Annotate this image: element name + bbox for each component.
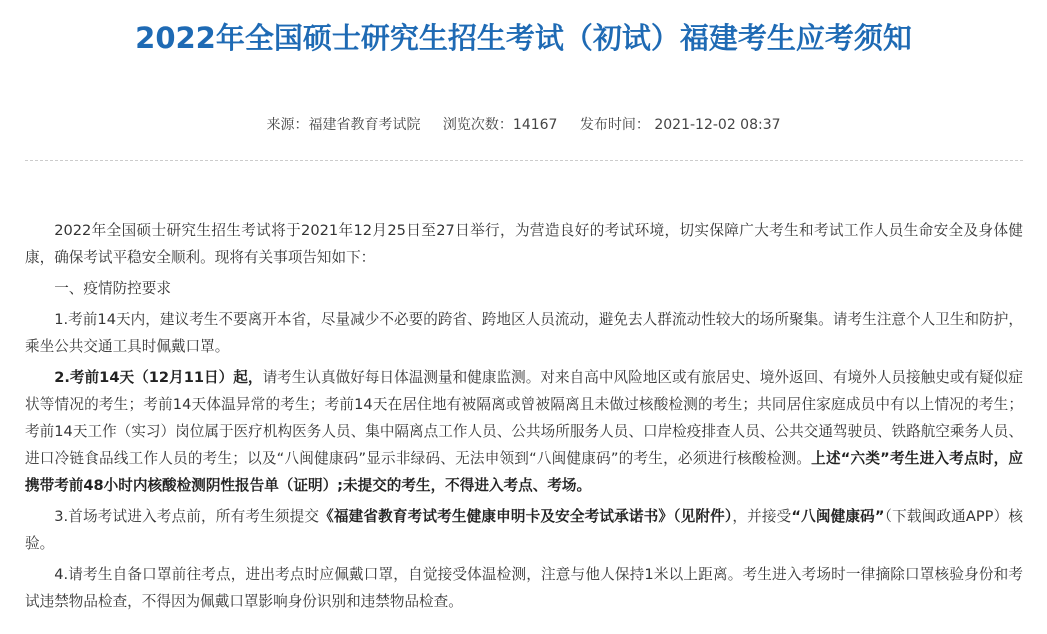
item-3-bold-form: 《福建省教育考试考生健康申明卡及安全考试承诺书》（见附件） <box>319 508 733 525</box>
item-3-paragraph <box>25 503 1023 557</box>
article-body <box>25 217 1023 619</box>
item-3-part1: 3.首场考试进入考点前，所有考生须提交 <box>54 508 320 525</box>
item-2-bold-tail: 上述“六类”考生进入考点时，应携带考前48小时内核酸检测阴性报告单（证明）;未提交的考生，不得进入考点、考场。 <box>25 450 1023 494</box>
item-2-paragraph <box>25 364 1023 499</box>
item-4-paragraph: 4.请考生自备口罩前往考点，进出考点时应佩戴口罩，自觉接受体温检测，注意与他人保持1米以上距离。考生进入考场时一律摘除口罩核验身份和考试违禁物品检查，不得因为佩戴口罩影响身份识别和违禁物品检查。 <box>25 566 1023 610</box>
section-heading: 一、疫情防控要求 <box>54 280 171 297</box>
item-1-paragraph: 1.考前14天内，建议考生不要离开本省，尽量减少不必要的跨省、跨地区人员流动，避免去人群流动性较大的场所聚集。请考生注意个人卫生和防护，乘坐公共交通工具时佩戴口罩。 <box>25 311 1023 355</box>
article-meta <box>0 114 1047 136</box>
item-3-part2: ，并接受 <box>732 508 792 525</box>
meta-source: 来源：福建省教育考试院 <box>266 117 421 133</box>
meta-views: 浏览次数：14167 <box>442 117 558 133</box>
meta-published: 发布时间： 2021-12-02 08:37 <box>579 117 781 133</box>
item-2-text: 请考生认真做好每日体温测量和健康监测。对来自高中风险地区或有旅居史、境外返回、有境外人员接触史或有疑似症状等情况的考生；考前14天体温异常的考生；考前14天在居住地有被隔离或曾被隔离且未做过核酸检测的考生；共同居住家庭成员中有以上情况的考生；考前14天工作（实习）岗位属于医疗机构医务人员、集中隔离点工作人员、公共场所服务人员、口岸检疫排查人员、公共交通驾驶员、铁路航空乘务人员、进口冷链食品线工作人员的考生；以及“八闽健康码”显示非绿码、无法申领到“八闽健康码”的考生，必须进行核酸检测。 <box>25 369 1023 467</box>
item-3-part3: （下载闽政通APP）核验。 <box>25 508 1023 552</box>
article-title: 2022年全国硕士研究生招生考试（初试）福建考生应考须知 <box>135 21 912 55</box>
intro-paragraph: 2022年全国硕士研究生招生考试将于2021年12月25日至27日举行，为营造良好的考试环境，切实保障广大考生和考试工作人员生命安全及身体健康，确保考试平稳安全顺利。现将有关事项告知如下： <box>25 222 1023 266</box>
item-3-bold-healthcode: “八闽健康码” <box>791 508 885 525</box>
item-2-bold-lead: 2.考前14天（12月11日）起， <box>54 369 263 386</box>
header-divider <box>25 160 1023 161</box>
